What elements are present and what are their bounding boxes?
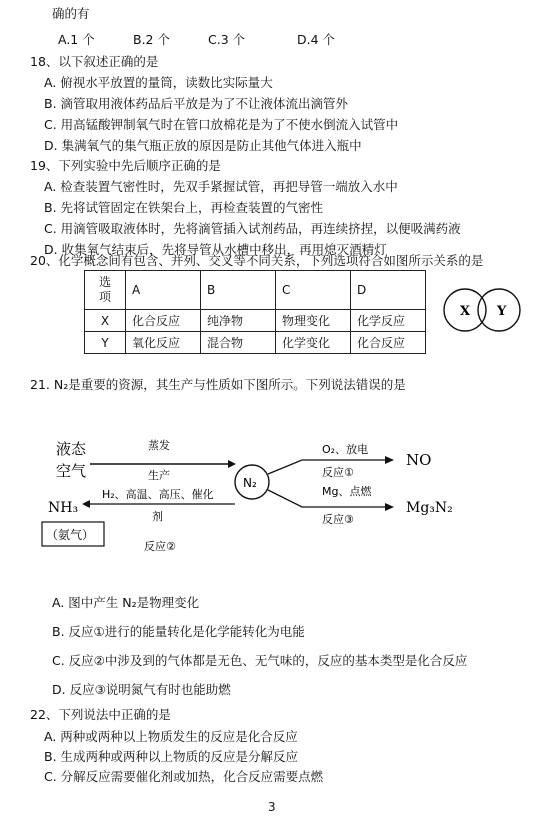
prev-option-a: A.1 个 — [58, 32, 95, 47]
page-number: 3 — [268, 800, 276, 814]
q19-stem: 19、下列实验中先后顺序正确的是 — [30, 158, 221, 173]
nh3-product: NH₃ — [48, 500, 79, 516]
table-header-b: B — [201, 271, 276, 310]
arrow-head-icon — [228, 460, 236, 468]
q22-stem: 22、下列说法中正确的是 — [30, 707, 171, 722]
table-header-d: D — [351, 271, 426, 310]
q22-option-b: B. 生成两种或两种以上物质的反应是分解反应 — [44, 749, 299, 764]
venn-label-y: Y — [497, 304, 507, 319]
table-cell: 化合反应 — [126, 310, 201, 332]
q20-venn-diagram — [441, 285, 531, 335]
table-header-option — [85, 271, 126, 310]
ammonia-label: （氨气） — [46, 528, 95, 542]
evaporate-label: 蒸发 — [148, 439, 170, 452]
table-cell: 化学反应 — [351, 310, 426, 332]
q21-option-b: B. 反应①进行的能量转化是化学能转化为电能 — [52, 624, 305, 639]
n2-label: N₂ — [243, 476, 257, 490]
table-cell: X — [85, 310, 126, 332]
q19-option-b: B. 先将试管固定在铁架台上，再检查装置的气密性 — [44, 200, 324, 215]
h2-conditions-label: H₂、高温、高压、催化 — [102, 488, 214, 501]
reaction-1-label: 反应① — [322, 466, 354, 479]
table-header-c: C — [276, 271, 351, 310]
q18-option-c: C. 用高锰酸钾制氧气时在管口放棉花是为了不使水倒流入试管中 — [44, 117, 399, 132]
q22-option-a: A. 两种或两种以上物质发生的反应是化合反应 — [44, 729, 298, 744]
table-cell: 纯净物 — [201, 310, 276, 332]
mg3n2-product: Mg₃N₂ — [406, 500, 453, 516]
prev-option-c: C.3 个 — [208, 32, 246, 47]
table-header-a: A — [126, 271, 201, 310]
table-cell: 化学变化 — [276, 332, 351, 354]
mg-ignite-label: Mg、点燃 — [322, 485, 372, 498]
reaction-3-label: 反应③ — [322, 513, 354, 526]
table-cell: 化合反应 — [351, 332, 426, 354]
table-cell: 混合物 — [201, 332, 276, 354]
q21-option-d: D. 反应③说明氮气有时也能助燃 — [52, 682, 231, 697]
q22-option-c: C. 分解反应需要催化剂或加热，化合反应需要点燃 — [44, 769, 324, 784]
arrow-head-icon — [385, 456, 394, 464]
table-cell: Y — [85, 332, 126, 354]
table-row — [85, 310, 426, 332]
q18-option-a: A. 俯视水平放置的量筒，读数比实际量大 — [44, 75, 273, 90]
q18-option-d: D. 集满氧气的集气瓶正放的原因是防止其他气体进入瓶中 — [44, 138, 362, 153]
q19-option-c: C. 用滴管吸取液体时，先将滴管插入试剂药品，再连续挤捏，以便吸满药液 — [44, 221, 461, 236]
q21-option-a: A. 图中产生 N₂是物理变化 — [52, 595, 200, 610]
no-product: NO — [406, 451, 432, 469]
venn-label-x: X — [460, 304, 471, 319]
produce-label: 生产 — [148, 469, 170, 482]
q21-stem: 21. N₂是重要的资源，其生产与性质如下图所示。下列说法错误的是 — [30, 377, 406, 392]
q21-option-c: C. 反应②中涉及到的气体都是无色、无气味的，反应的基本类型是化合反应 — [52, 653, 468, 668]
q20-table — [84, 270, 426, 354]
table-cell: 氧化反应 — [126, 332, 201, 354]
reaction-2-label: 反应② — [144, 540, 176, 553]
table-row — [85, 332, 426, 354]
prev-question-tail: 确的有 — [52, 6, 90, 21]
q18-option-b: B. 滴管取用液体药品后平放是为了不让液体流出滴管外 — [44, 96, 349, 111]
arrow-head-icon — [385, 503, 394, 511]
catalyst-label-tail: 剂 — [152, 510, 163, 523]
liquid-air-label-1: 液态 — [56, 440, 87, 458]
header-option-label: 选项 — [98, 275, 111, 304]
q20-stem: 20、化学概念间有包含、并列、交叉等不同关系，下列选项符合如图所示关系的是 — [30, 253, 484, 268]
q19-option-d: D. 收集氧气结束后，先将导管从水槽中移出，再用熄灭酒精灯 — [44, 242, 387, 257]
liquid-air-label-2: 空气 — [56, 462, 87, 480]
q21-nitrogen-diagram — [40, 432, 480, 572]
o2-discharge-label: O₂、放电 — [322, 443, 369, 456]
prev-option-d: D.4 个 — [297, 32, 336, 47]
table-cell: 物理变化 — [276, 310, 351, 332]
arrow-head-icon — [82, 500, 90, 508]
prev-option-b: B.2 个 — [133, 32, 170, 47]
q19-option-a: A. 检查装置气密性时，先双手紧握试管，再把导管一端放入水中 — [44, 179, 398, 194]
q18-stem: 18、以下叙述正确的是 — [30, 54, 159, 69]
